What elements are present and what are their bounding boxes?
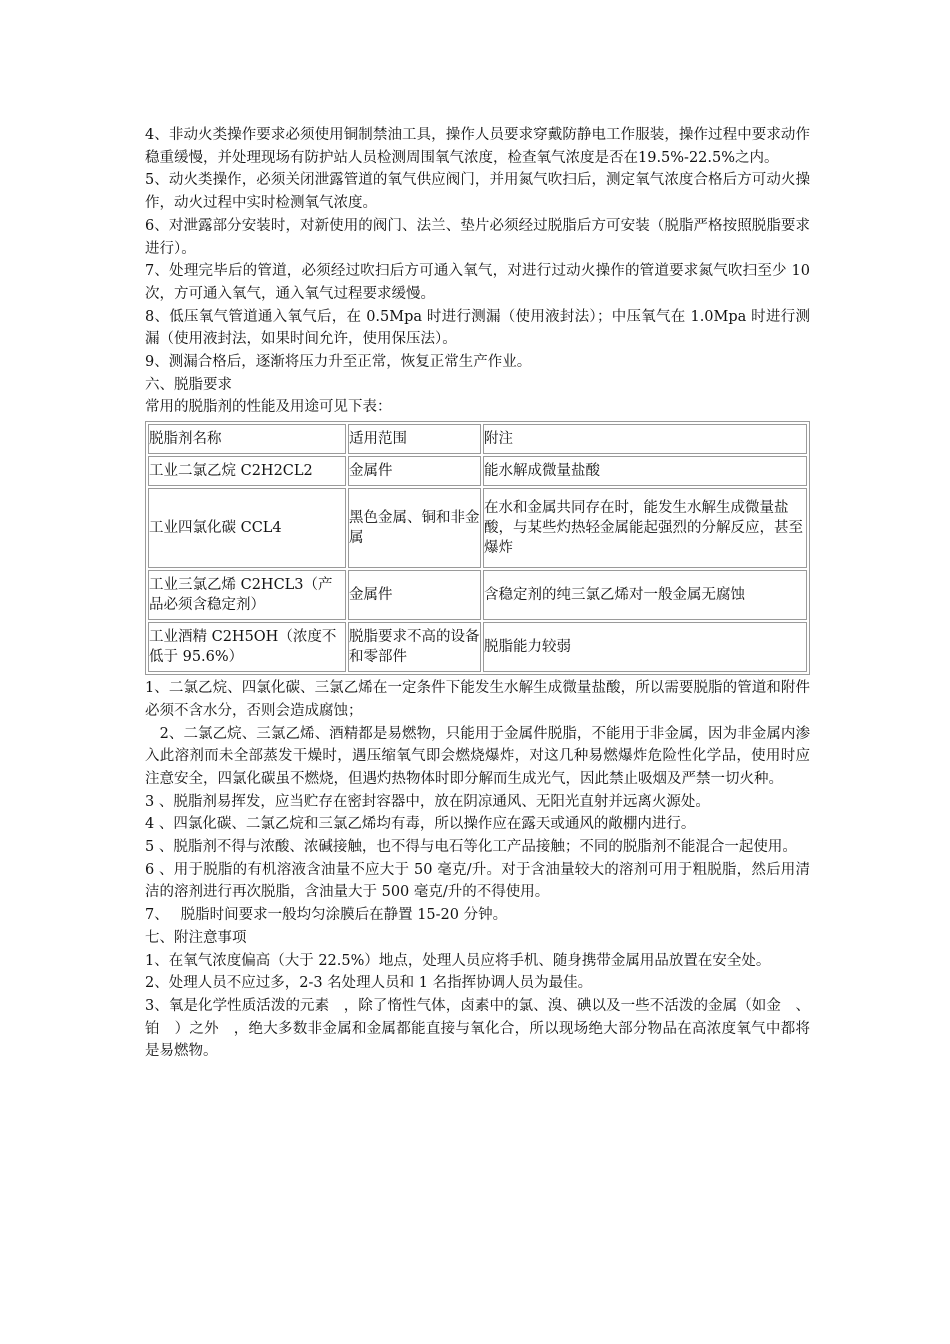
table-row (148, 456, 807, 486)
precaution-item-1: 1、在氧气浓度偏高（大于 22.5%）地点，处理人员应将手机、随身携带金属用品放置在安全处。 (145, 952, 771, 969)
table-header-cell: 适用范围 (348, 424, 481, 454)
degreasing-agent-table (145, 421, 810, 675)
table-header-cell: 附注 (483, 424, 807, 454)
table-cell: 脱脂要求不高的设备和零部件 (348, 622, 481, 672)
table-cell: 金属件 (348, 570, 481, 620)
table-cell: 黑色金属、铜和非金属 (348, 488, 481, 568)
table-cell: 工业酒精 C2H5OH（浓度不低于 95.6%） (148, 622, 346, 672)
table-cell: 金属件 (348, 456, 481, 486)
section-heading-precautions: 七、附注意事项 (145, 929, 247, 946)
note-item-1: 1、二氯乙烷、四氯化碳、三氯乙烯在一定条件下能发生水解生成微量盐酸，所以需要脱脂的管道和附件必须不含水分，否则会造成腐蚀； (145, 680, 810, 719)
table-cell: 含稳定剂的纯三氯乙烯对一般金属无腐蚀 (483, 570, 807, 620)
table-cell: 工业二氯乙烷 C2H2CL2 (148, 456, 346, 486)
note-item-7: 7、 脱脂时间要求一般均匀涂膜后在静置 15-20 分钟。 (145, 907, 508, 924)
table-row (148, 570, 807, 620)
table-cell: 能水解成微量盐酸 (483, 456, 807, 486)
note-item-5: 5 、脱脂剂不得与浓酸、浓碱接触，也不得与电石等化工产品接触；不同的脱脂剂不能混合一起使用。 (145, 839, 797, 856)
paragraph-item-4: 4、非动火类操作要求必须使用铜制禁油工具，操作人员要求穿戴防静电工作服装，操作过程中要求动作稳重缓慢，并处理现场有防护站人员检测周围氧气浓度，检查氧气浓度是否在19.5%-22.5%之内。 (145, 127, 810, 166)
table-intro: 常用的脱脂剂的性能及用途可见下表： (145, 399, 392, 416)
table-cell: 脱脂能力较弱 (483, 622, 807, 672)
note-item-2: 2、二氯乙烷、三氯乙烯、酒精都是易燃物，只能用于金属件脱脂，不能用于非金属，因为非金属内渗入此溶剂而未全部蒸发干燥时，遇压缩氧气即会燃烧爆炸，对这几种易燃爆炸危险性化学品，使用时应注意安全，四氯化碳虽不燃烧，但遇灼热物体时即分解而生成光气，因此禁止吸烟及严禁一切火种。 (145, 725, 810, 787)
precaution-item-3: 3、氧是化学性质活泼的元素 ，除了惰性气体，卤素中的氯、溴、碘以及一些不活泼的金属（如金 、铂 ）之外 ，绝大多数非金属和金属都能直接与氧化合，所以现场绝大部分物品在高浓度氧气中都将是易燃物。 (145, 997, 810, 1060)
paragraph-item-7: 7、处理完毕后的管道，必须经过吹扫后方可通入氧气，对进行过动火操作的管道要求氮气吹扫至少 10 次，方可通入氧气，通入氧气过程要求缓慢。 (145, 263, 810, 302)
section-heading-degreasing: 六、脱脂要求 (145, 376, 232, 393)
table-header-row (148, 424, 807, 454)
table-cell: 在水和金属共同存在时，能发生水解生成微量盐酸，与某些灼热轻金属能起强烈的分解反应，甚至爆炸 (483, 488, 807, 568)
paragraph-item-6: 6、对泄露部分安装时，对新使用的阀门、法兰、垫片必须经过脱脂后方可安装（脱脂严格按照脱脂要求进行）。 (145, 217, 810, 257)
precaution-item-2: 2、处理人员不应过多，2-3 名处理人员和 1 名指挥协调人员为最佳。 (145, 975, 593, 992)
table-cell: 工业四氯化碳 CCL4 (148, 488, 346, 568)
paragraph-item-8: 8、低压氧气管道通入氧气后，在 0.5Mpa 时进行测漏（使用液封法）；中压氧气在 1.0Mpa 时进行测漏（使用液封法，如果时间允许，使用保压法）。 (145, 308, 810, 348)
table-row (148, 488, 807, 568)
paragraph-item-9: 9、测漏合格后，逐渐将压力升至正常，恢复正常生产作业。 (145, 354, 532, 371)
table-row (148, 622, 807, 672)
note-item-4: 4 、四氯化碳、二氯乙烷和三氯乙烯均有毒，所以操作应在露天或通风的敞棚内进行。 (145, 816, 696, 833)
note-item-6: 6 、用于脱脂的有机溶液含油量不应大于 50 毫克/升。对于含油量较大的溶剂可用于粗脱脂，然后用清洁的溶剂进行再次脱脂，含油量大于 500 毫克/升的不得使用。 (145, 861, 810, 901)
table-cell: 工业三氯乙烯 C2HCL3（产品必须含稳定剂） (148, 570, 346, 620)
note-item-3: 3 、脱脂剂易挥发，应当贮存在密封容器中，放在阴凉通风、无阳光直射并远离火源处。 (145, 793, 710, 810)
document-page (145, 124, 810, 1063)
paragraph-item-5: 5、动火类操作，必须关闭泄露管道的氧气供应阀门，并用氮气吹扫后，测定氧气浓度合格后方可动火操作，动火过程中实时检测氧气浓度。 (145, 172, 810, 212)
table-header-cell: 脱脂剂名称 (148, 424, 346, 454)
